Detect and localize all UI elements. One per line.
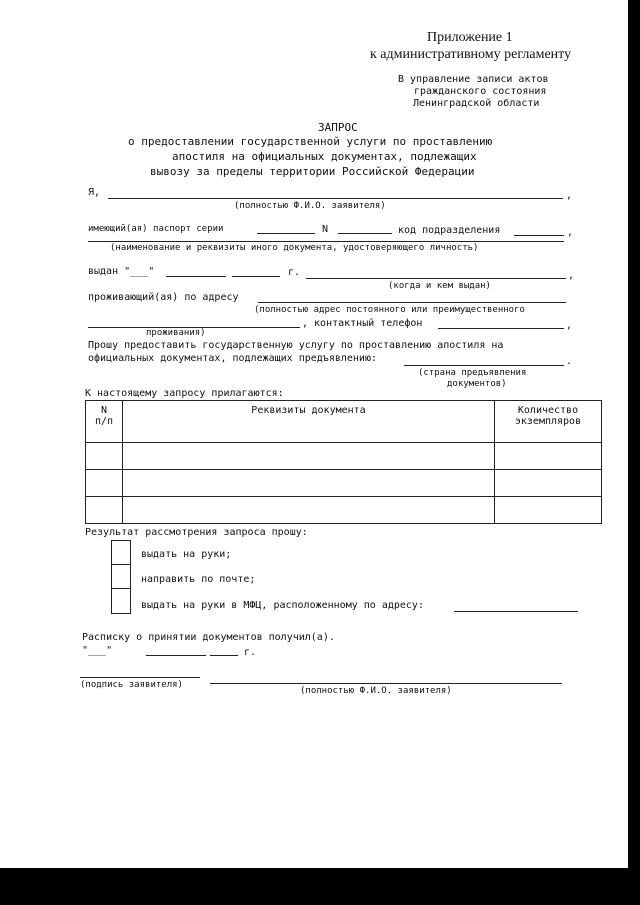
receipt-fio-hint: (полностью Ф.И.О. заявителя) [300,686,452,696]
issued-hint: (когда и кем выдан) [388,281,491,291]
table-cell[interactable] [123,470,495,497]
period: . [566,356,573,367]
table-row [86,497,602,524]
table-cell[interactable] [495,470,602,497]
fio-field[interactable] [108,198,563,199]
recipient-line-2: гражданского состояния [414,86,547,97]
column-header-quantity-2: экземпляров [514,416,582,427]
address-hint: (полностью адрес постоянного или преимущественного [254,305,525,315]
issued-label: выдан "___" [88,266,155,277]
table-cell[interactable] [495,497,602,524]
result-heading: Результат рассмотрения запроса прошу: [85,527,308,538]
checkbox-by-mail[interactable] [111,564,131,590]
receipt-year-label: г. [244,647,257,658]
passport-series-field[interactable] [257,233,315,234]
table-row [86,470,602,497]
table-cell[interactable] [86,470,123,497]
comma: , [566,190,573,201]
attachments-table [85,400,602,524]
country-hint-2: документов) [447,379,507,389]
receipt-month-field[interactable] [146,655,206,656]
table-row [86,443,602,470]
table-cell[interactable] [123,443,495,470]
fio-hint: (полностью Ф.И.О. заявителя) [234,201,386,211]
title-line-1: о предоставлении государственной услуги по проставлению [128,135,493,148]
passport-number-label: N [322,224,329,235]
column-header-number-1: N [100,405,108,416]
i-label: Я, [88,187,101,198]
subdivision-code-field[interactable] [514,235,564,236]
option-by-mail-label: направить по почте; [141,574,256,585]
column-header-number-2: п/п [94,416,114,427]
country-field[interactable] [404,365,564,366]
signature-field[interactable] [80,677,200,678]
recipient-line-1: В управление записи актов [398,74,549,85]
column-header-number [86,401,123,443]
passport-number-field[interactable] [338,233,392,234]
receipt-line: Расписку о принятии документов получил(а). [82,632,335,643]
issued-by-field[interactable] [306,278,566,279]
table-cell[interactable] [86,497,123,524]
issued-year-field[interactable] [232,276,280,277]
title-line-3: вывозу за пределы территории Российской Федерации [150,165,475,178]
contact-phone-field[interactable] [438,328,564,329]
receipt-date-label: "___" [82,645,113,656]
table-header-row [86,401,602,443]
receipt-year-field[interactable] [210,655,238,656]
request-line-2: официальных документах, подлежащих предъявлению: [88,353,377,364]
residence-hint: проживания) [146,328,206,338]
scan-border-bottom [0,868,640,905]
subdivision-code-label: код подразделения [398,225,501,236]
other-document-field[interactable] [88,241,564,242]
checkbox-hand-delivery[interactable] [111,540,131,566]
year-label: г. [288,267,301,278]
option-hand-delivery-label: выдать на руки; [141,549,232,560]
other-document-hint: (наименование и реквизиты иного документа, удостоверяющего личность) [110,243,479,253]
address-field[interactable] [258,302,566,303]
table-cell[interactable] [495,443,602,470]
issued-month-field[interactable] [166,276,226,277]
request-line-1: Прошу предоставить государственную услугу по проставлению апостиля на [88,340,504,351]
option-mfc-label: выдать на руки в МФЦ, расположенному по адресу: [141,600,424,611]
column-header-quantity-1: Количество [517,405,579,416]
residing-label: проживающий(ая) по адресу [88,292,239,303]
comma: , [566,320,573,331]
table-cell[interactable] [86,443,123,470]
appendix-title: Приложение 1 [427,30,513,45]
signature-hint: (подпись заявителя) [80,680,183,690]
title-line-2: апостиля на официальных документах, подлежащих [172,150,477,163]
column-header-details: Реквизиты документа [123,401,495,443]
scan-border-right [628,0,640,868]
comma: , [568,270,575,281]
appendix-subtitle: к административному регламенту [370,47,572,62]
checkbox-mfc[interactable] [111,588,131,614]
table-cell[interactable] [123,497,495,524]
document-title: ЗАПРОС [318,121,358,134]
country-hint-1: (страна предъявления [418,368,527,378]
column-header-quantity [495,401,602,443]
receipt-fio-field[interactable] [210,683,562,684]
recipient-line-3: Ленинградской области [413,98,540,109]
attachments-heading: К настоящему запросу прилагаются: [85,388,284,399]
mfc-address-field[interactable] [454,611,578,612]
contact-phone-label: , контактный телефон [302,318,423,329]
comma: , [567,227,574,238]
passport-label: имеющий(ая) паспорт серии [88,224,224,234]
